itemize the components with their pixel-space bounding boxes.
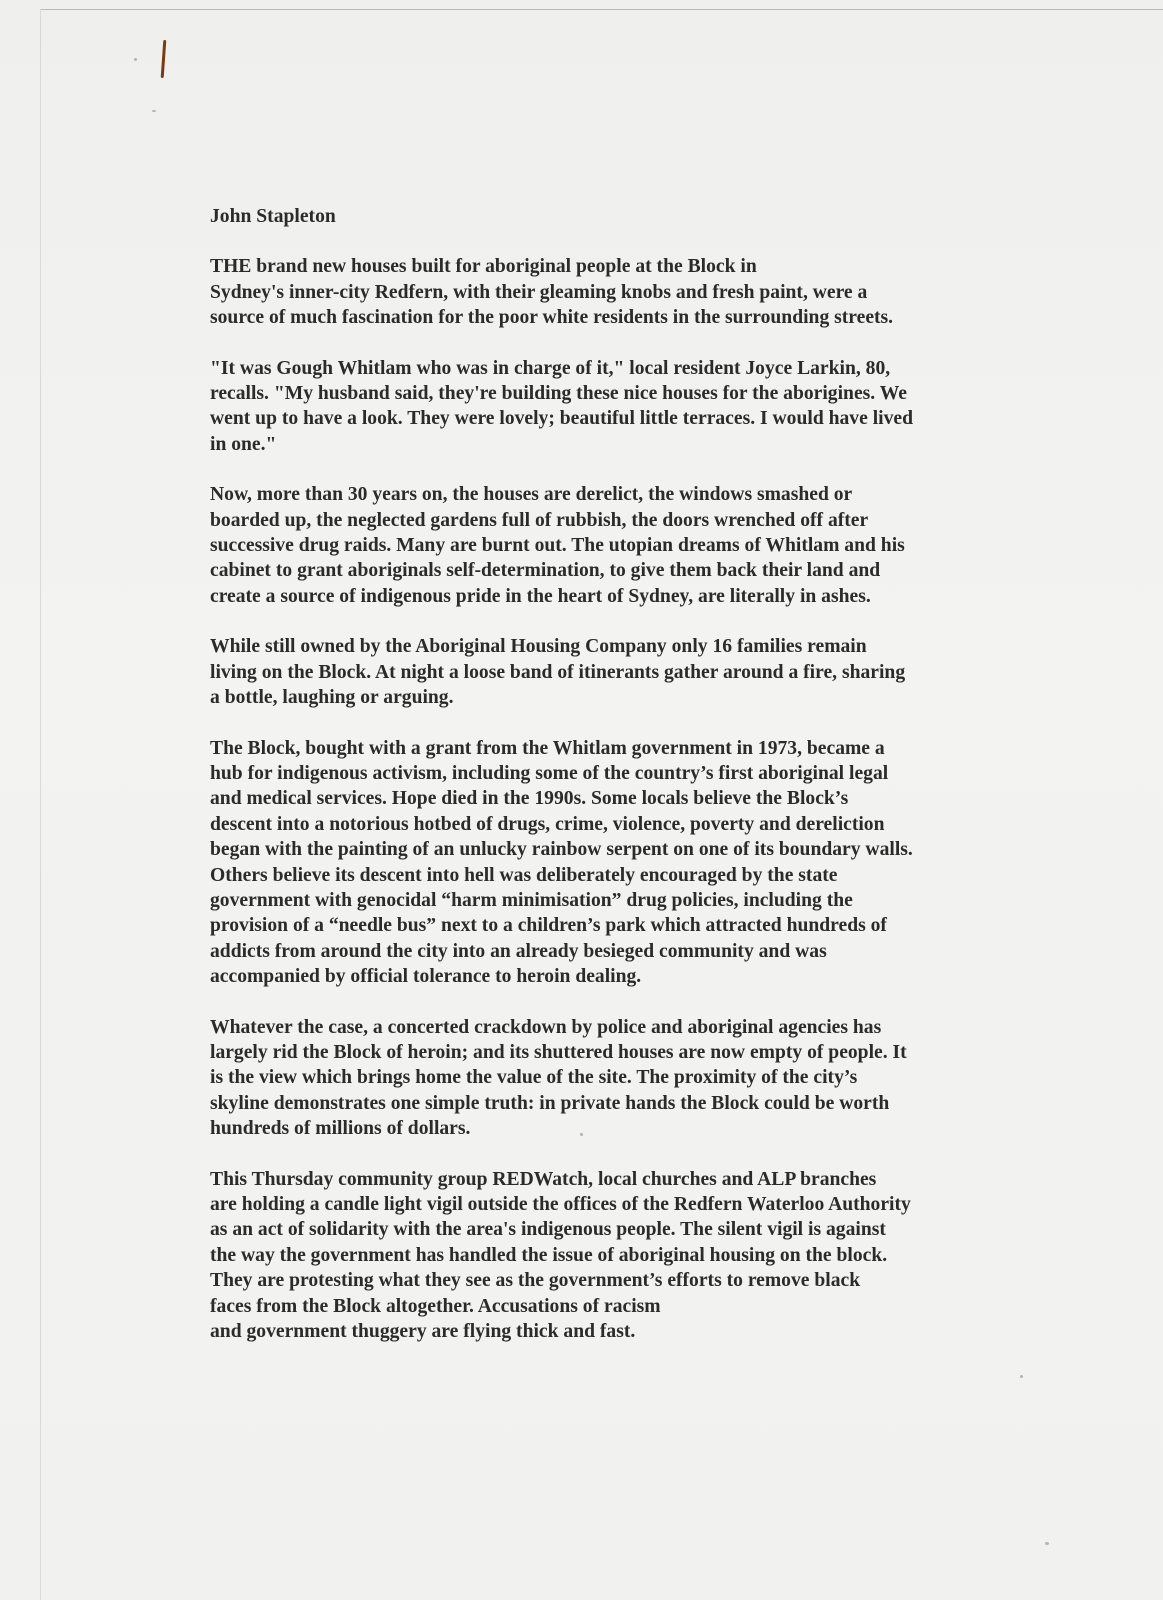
author-name: John Stapleton [210, 206, 336, 227]
paragraph-line: accompanied by official tolerance to heroin dealing. [210, 966, 642, 988]
paragraph-line: The Block, bought with a grant from the Whitlam government in 1973, became a [210, 737, 885, 759]
paragraph-line: provision of a “needle bus” next to a children’s park which attracted hundreds of [210, 915, 887, 937]
paragraph-line: and government thuggery are flying thick and fast. [210, 1321, 636, 1343]
paragraph-line: as an act of solidarity with the area's indigenous people. The silent vigil is against [210, 1219, 886, 1241]
paragraph-line: a bottle, laughing or arguing. [210, 687, 454, 709]
paragraph-line: is the view which brings home the value of the site. The proximity of the city’s [210, 1067, 858, 1089]
dust-speck [1045, 1542, 1049, 1545]
paragraph-line: went up to have a look. They were lovely; beautiful little terraces. I would have lived [210, 408, 913, 430]
paragraph-line: recalls. "My husband said, they're building these nice houses for the aborigines. We [210, 383, 907, 405]
paragraph-line: began with the painting of an unlucky rainbow serpent on one of its boundary walls. [210, 839, 913, 861]
paragraph-line: THE brand new houses built for aboriginal people at the Block in [210, 256, 757, 278]
paragraph-line: Whatever the case, a concerted crackdown by police and aboriginal agencies has [210, 1016, 882, 1038]
paragraph-line: descent into a notorious hotbed of drugs, crime, violence, poverty and dereliction [210, 813, 885, 835]
paragraph-line: Now, more than 30 years on, the houses are derelict, the windows smashed or [210, 484, 853, 506]
paragraph-line: "It was Gough Whitlam who was in charge of it," local resident Joyce Larkin, 80, [210, 357, 891, 379]
article-paragraph [210, 254, 1030, 330]
paragraph-line: hundreds of millions of dollars. [210, 1118, 471, 1140]
paragraph-line: living on the Block. At night a loose band of itinerants gather around a fire, sharing [210, 661, 906, 683]
paragraph-line: They are protesting what they see as the government’s efforts to remove black [210, 1270, 861, 1292]
paragraph-line: the way the government has handled the issue of aboriginal housing on the block. [210, 1244, 888, 1266]
paragraph-line: source of much fascination for the poor white residents in the surrounding streets. [210, 307, 894, 329]
paragraph-line: skyline demonstrates one simple truth: in private hands the Block could be worth [210, 1092, 890, 1114]
article-paragraph [210, 482, 1030, 609]
article-body [210, 204, 1030, 1369]
paragraph-line: are holding a candle light vigil outside the offices of the Redfern Waterloo Authority [210, 1194, 911, 1215]
paragraph-line: faces from the Block altogether. Accusations of racism [210, 1295, 661, 1317]
article-paragraph [210, 1015, 1030, 1142]
page-left-edge [40, 9, 41, 1600]
paragraph-line: and medical services. Hope died in the 1990s. Some locals believe the Block’s [210, 788, 849, 810]
paragraph-line: Sydney's inner-city Redfern, with their gleaming knobs and fresh paint, were a [210, 281, 868, 303]
paragraph-line: cabinet to grant aboriginals self-determination, to give them back their land and [210, 560, 881, 582]
dust-speck [1020, 1375, 1023, 1378]
paragraph-line: Others believe its descent into hell was deliberately encouraged by the state [210, 864, 838, 886]
staple-mark [161, 40, 167, 78]
paragraph-line: hub for indigenous activism, including some of the country’s first aboriginal legal [210, 762, 889, 784]
paragraph-line: addicts from around the city into an already besieged community and was [210, 940, 827, 962]
paragraph-line: largely rid the Block of heroin; and its shuttered houses are now empty of people. It [210, 1041, 907, 1063]
dust-speck [134, 58, 137, 61]
page-top-edge [40, 9, 1163, 10]
article-paragraph [210, 736, 1030, 990]
paragraph-line: government with genocidal “harm minimisation” drug policies, including the [210, 889, 853, 911]
paragraph-line: in one." [210, 433, 277, 455]
article-paragraph [210, 356, 1030, 458]
article-paragraph [210, 1167, 1030, 1345]
paragraph-line: While still owned by the Aboriginal Housing Company only 16 families remain [210, 636, 867, 658]
paragraph-line: create a source of indigenous pride in the heart of Sydney, are literally in ashes. [210, 585, 871, 607]
paragraph-line: This Thursday community group REDWatch, local churches and ALP branches [210, 1168, 877, 1190]
article-paragraph [210, 634, 1030, 710]
paragraph-line: boarded up, the neglected gardens full of rubbish, the doors wrenched off after [210, 509, 869, 531]
dust-speck [152, 110, 156, 112]
paragraph-line: successive drug raids. Many are burnt out. The utopian dreams of Whitlam and his [210, 535, 905, 557]
